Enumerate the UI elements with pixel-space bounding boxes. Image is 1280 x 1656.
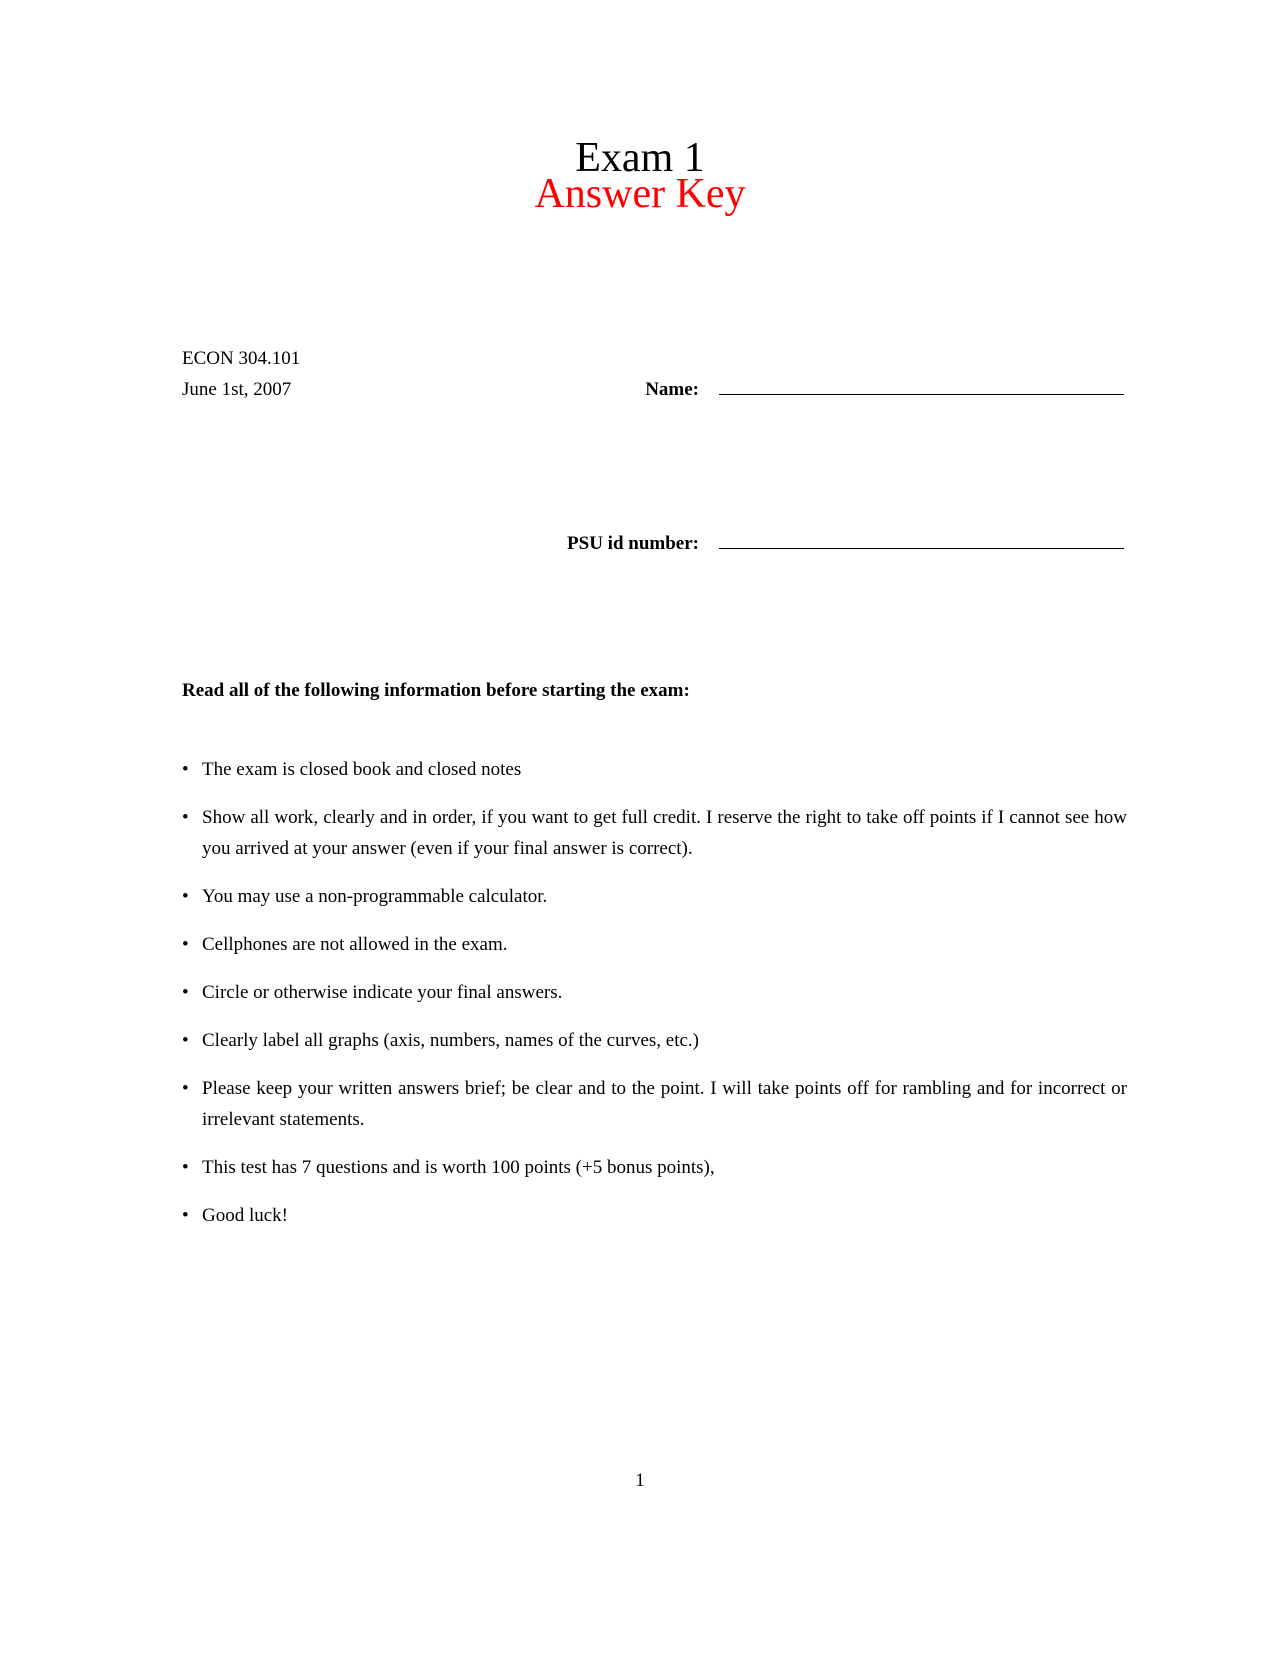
- bullet-icon: •: [182, 934, 189, 955]
- bullet-icon: •: [182, 1205, 189, 1226]
- bullet-icon: •: [182, 807, 189, 828]
- list-item: [182, 929, 1127, 960]
- list-item: [182, 1200, 1127, 1231]
- list-item: [182, 754, 1127, 785]
- bullet-icon: •: [182, 1078, 189, 1099]
- exam-date: June 1st, 2007: [182, 379, 292, 400]
- bullet-icon: •: [182, 1157, 189, 1178]
- list-item-text: Please keep your written answers brief; be clear and to the point. I will take points off for rambling and for incorrect or irrelevant statements.: [202, 1078, 1127, 1130]
- psu-id-blank-line: [719, 528, 1124, 549]
- page-number: 1: [635, 1470, 645, 1491]
- instructions-list: [182, 754, 1127, 1248]
- bullet-icon: •: [182, 982, 189, 1003]
- list-item: [182, 881, 1127, 912]
- psu-id-label: PSU id number:: [567, 533, 699, 554]
- psu-id-field-row: [567, 528, 1124, 555]
- list-item-text: This test has 7 questions and is worth 100 points (+5 bonus points),: [202, 1157, 715, 1178]
- list-item-text: Show all work, clearly and in order, if you want to get full credit. I reserve the right to take off points if I cannot see how you arrived at your answer (even if your final answer is correct).: [202, 807, 1127, 859]
- list-item-text: You may use a non-programmable calculator.: [202, 886, 548, 907]
- exam-title: Exam 1: [575, 135, 705, 181]
- list-item: [182, 1152, 1127, 1183]
- list-item-text: Cellphones are not allowed in the exam.: [202, 934, 508, 955]
- bullet-icon: •: [182, 886, 189, 907]
- name-field-row: [645, 374, 1124, 401]
- name-blank-line: [719, 374, 1124, 395]
- list-item-text: Clearly label all graphs (axis, numbers, names of the curves, etc.): [202, 1030, 699, 1051]
- list-item: [182, 802, 1127, 864]
- list-item: [182, 1025, 1127, 1056]
- list-item: [182, 1073, 1127, 1135]
- list-item-text: Circle or otherwise indicate your final answers.: [202, 982, 563, 1003]
- instructions-heading: Read all of the following information before starting the exam:: [182, 680, 690, 701]
- bullet-icon: •: [182, 1030, 189, 1051]
- course-code: ECON 304.101: [182, 348, 301, 369]
- list-item: [182, 977, 1127, 1008]
- list-item-text: Good luck!: [202, 1205, 289, 1226]
- title-block: [0, 135, 1280, 217]
- list-item-text: The exam is closed book and closed notes: [202, 759, 522, 780]
- name-label: Name:: [645, 379, 699, 400]
- bullet-icon: •: [182, 759, 189, 780]
- answer-key-subtitle: Answer Key: [534, 171, 746, 217]
- course-info: [182, 343, 300, 405]
